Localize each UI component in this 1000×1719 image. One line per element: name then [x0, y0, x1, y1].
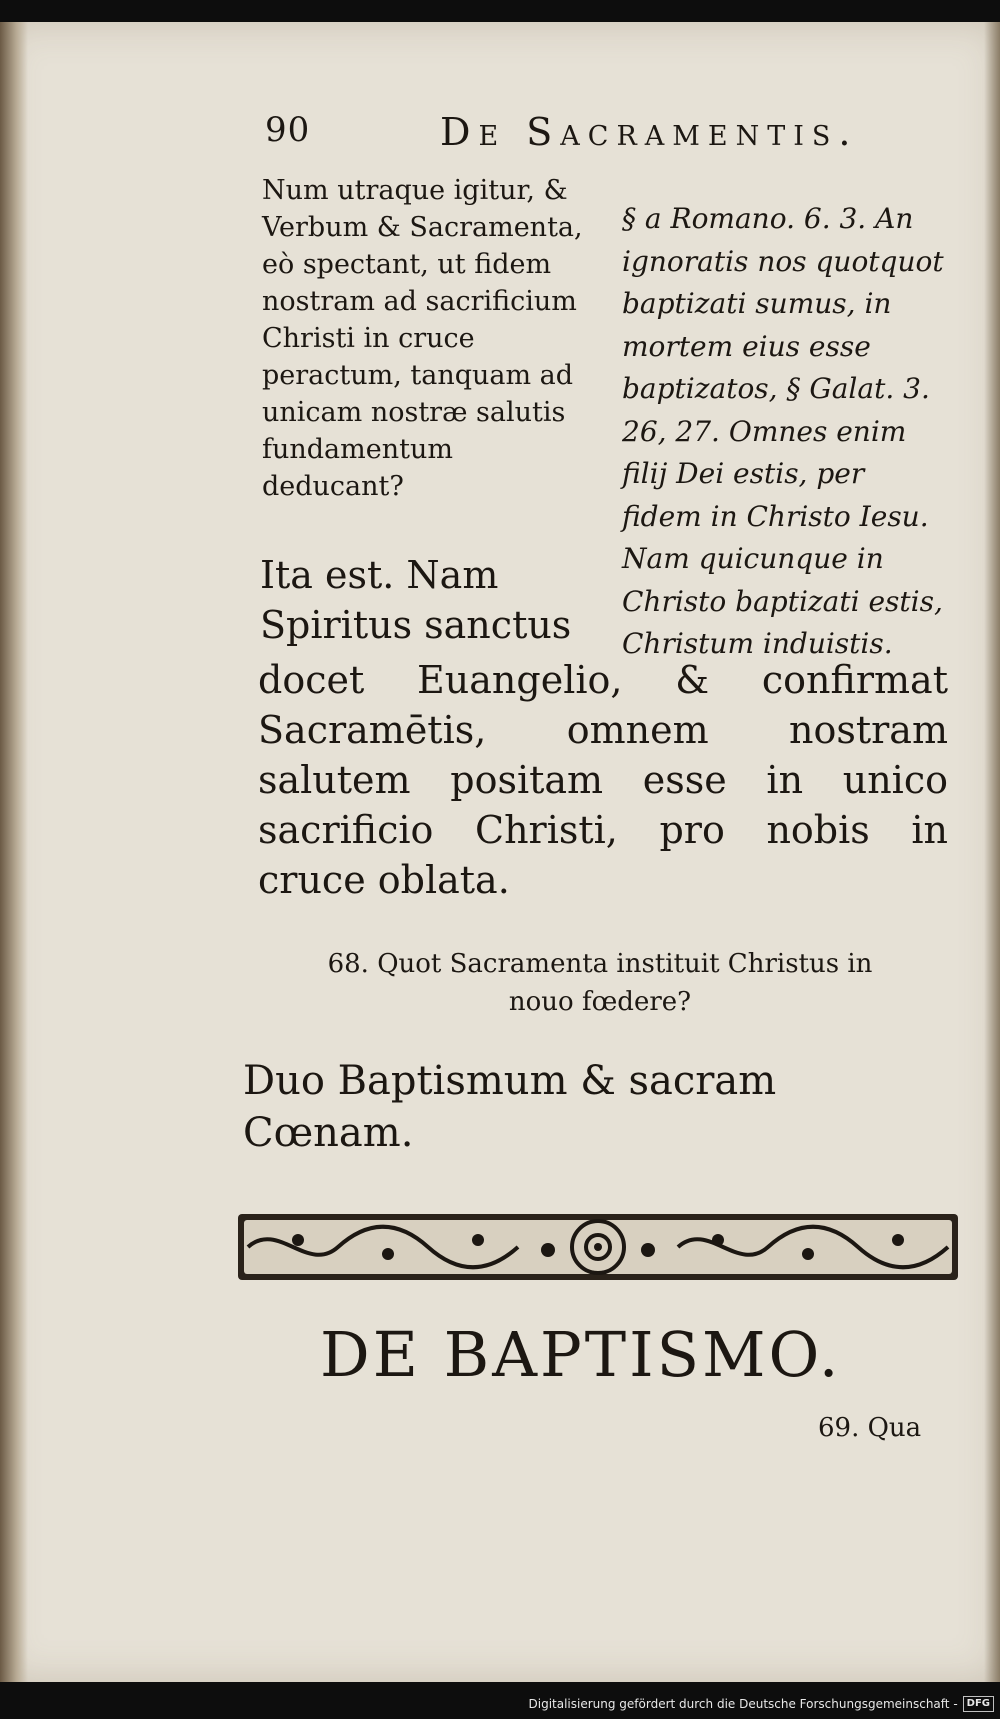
- page-header: [265, 110, 885, 160]
- ornamental-border-band: [238, 1210, 958, 1284]
- question-68: 68. Quot Sacramenta instituit Christus in nouo fœdere?: [327, 949, 873, 1017]
- page-binding-edge: [0, 22, 28, 1682]
- answer-67-start: Ita est. Nam Spiritus sanctus: [260, 553, 572, 647]
- running-title: De Sacramentis.: [440, 110, 859, 154]
- page-number: 90: [265, 110, 311, 150]
- digitization-footer: [529, 1694, 995, 1714]
- answer-67-text: docet Euangelio, & confirmat Sacramētis, omnem nostram salutem positam esse in unico sacrificio Christi, pro nobis in cruce oblata.: [258, 658, 948, 902]
- question-67: Num utraque igitur, & Verbum & Sacramenta, eò spectant, ut fidem nostram ad sacrificium Christi in cruce peractum, tanquam ad unicam nostræ salutis fundamentum deducant?: [262, 175, 583, 502]
- catchword: 69. Qua: [818, 1413, 922, 1443]
- margin-citation: § a Romano. 6. 3. An ignoratis nos quotquot baptizati sumus, in mortem eius esse baptizatos, § Galat. 3. 26, 27. Omnes enim filij Dei estis, per fidem in Christo Iesu. Nam quicunque in Christo baptizati estis, Christum induistis.: [622, 202, 944, 660]
- dfg-logo: DFG: [963, 1696, 994, 1712]
- page-outer-edge: [984, 22, 1000, 1682]
- answer-68: Duo Baptismum & sacram Cœnam.: [243, 1058, 777, 1156]
- footer-text: Digitalisierung gefördert durch die Deutsche Forschungsgemeinschaft -: [528, 1697, 958, 1711]
- section-heading: DE BAPTISMO.: [320, 1318, 842, 1391]
